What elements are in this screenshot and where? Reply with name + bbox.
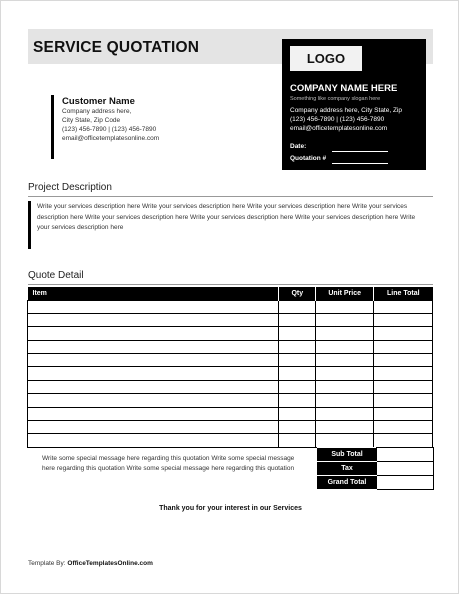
- unit-price-cell[interactable]: [316, 434, 374, 447]
- qty-column-header: Qty: [279, 287, 316, 300]
- item-column-header: Item: [28, 287, 279, 300]
- qty-cell[interactable]: [279, 327, 316, 340]
- template-credit-site[interactable]: OfficeTemplatesOnline.com: [67, 560, 153, 567]
- line-total-cell[interactable]: [374, 421, 433, 434]
- quote-row: [28, 340, 433, 353]
- project-description-rule: [28, 196, 433, 197]
- quote-row: [28, 300, 433, 313]
- quote-row: [28, 367, 433, 380]
- company-email: email@officetemplatesonline.com: [290, 125, 388, 132]
- company-address: Company address here, City State, Zip: [290, 107, 402, 114]
- item-cell[interactable]: [28, 421, 279, 434]
- template-credit-prefix: Template By:: [28, 560, 68, 567]
- grand-total-row: [318, 476, 434, 490]
- unit-price-cell[interactable]: [316, 421, 374, 434]
- line-total-cell[interactable]: [374, 354, 433, 367]
- document-title: SERVICE QUOTATION: [33, 39, 200, 56]
- totals-table: [317, 447, 434, 490]
- qty-cell[interactable]: [279, 394, 316, 407]
- project-description-text: Write your services description here Write your services description here Write your services description here Write your services description here Write your services description here Write your services description here Write your services description here Write your services description here: [37, 203, 416, 231]
- item-cell[interactable]: [28, 300, 279, 313]
- unit-price-cell[interactable]: [316, 380, 374, 393]
- qty-cell[interactable]: [279, 340, 316, 353]
- item-cell[interactable]: [28, 327, 279, 340]
- line-total-cell[interactable]: [374, 434, 433, 447]
- item-cell[interactable]: [28, 367, 279, 380]
- customer-phones: (123) 456-7890 | (123) 456-7890: [62, 126, 157, 133]
- unit-price-cell[interactable]: [316, 340, 374, 353]
- customer-address-line1: Company address here,: [62, 108, 132, 115]
- date-label: Date:: [290, 143, 307, 150]
- quotation-number-field[interactable]: [332, 163, 388, 164]
- unit-price-cell[interactable]: [316, 354, 374, 367]
- line-total-cell[interactable]: [374, 340, 433, 353]
- line-total-cell[interactable]: [374, 313, 433, 326]
- item-cell[interactable]: [28, 340, 279, 353]
- company-slogan: Something like company slogan here: [290, 96, 381, 102]
- quotation-number-label: Quotation #: [290, 155, 327, 162]
- item-cell[interactable]: [28, 407, 279, 420]
- subtotal-row: [318, 448, 434, 462]
- unit-price-cell[interactable]: [316, 300, 374, 313]
- item-cell[interactable]: [28, 354, 279, 367]
- line-total-cell[interactable]: [374, 300, 433, 313]
- quote-row: [28, 380, 433, 393]
- subtotal-label: Sub Total: [318, 448, 377, 462]
- qty-cell[interactable]: [279, 434, 316, 447]
- company-name: COMPANY NAME HERE: [290, 83, 398, 94]
- quote-header-row: [28, 287, 433, 300]
- unit-price-column-header: Unit Price: [316, 287, 374, 300]
- quote-detail-rule: [28, 284, 433, 285]
- subtotal-value[interactable]: [377, 448, 434, 462]
- quote-table: [27, 287, 433, 448]
- qty-cell[interactable]: [279, 354, 316, 367]
- company-phones: (123) 456-7890 | (123) 456-7890: [290, 116, 385, 123]
- tax-value[interactable]: [377, 462, 434, 476]
- line-total-cell[interactable]: [374, 380, 433, 393]
- line-total-cell[interactable]: [374, 367, 433, 380]
- quote-detail-heading: Quote Detail: [28, 270, 84, 281]
- quote-row: [28, 434, 433, 447]
- qty-cell[interactable]: [279, 367, 316, 380]
- quote-row: [28, 313, 433, 326]
- quote-row: [28, 407, 433, 420]
- qty-cell[interactable]: [279, 407, 316, 420]
- quote-row: [28, 394, 433, 407]
- item-cell[interactable]: [28, 313, 279, 326]
- line-total-cell[interactable]: [374, 327, 433, 340]
- unit-price-cell[interactable]: [316, 327, 374, 340]
- unit-price-cell[interactable]: [316, 367, 374, 380]
- template-credit: [28, 560, 153, 567]
- project-accent-bar: [28, 201, 31, 249]
- tax-label: Tax: [318, 462, 377, 476]
- company-info-box: [282, 39, 426, 170]
- unit-price-cell[interactable]: [316, 394, 374, 407]
- item-cell[interactable]: [28, 434, 279, 447]
- project-description-heading: Project Description: [28, 182, 112, 193]
- customer-address-line2: City State, Zip Code: [62, 117, 121, 124]
- customer-name: Customer Name: [62, 96, 135, 107]
- qty-cell[interactable]: [279, 380, 316, 393]
- date-field[interactable]: [332, 151, 388, 152]
- qty-cell[interactable]: [279, 421, 316, 434]
- item-cell[interactable]: [28, 394, 279, 407]
- customer-email: email@officetemplatesonline.com: [62, 135, 160, 142]
- line-total-column-header: Line Total: [374, 287, 433, 300]
- qty-cell[interactable]: [279, 300, 316, 313]
- tax-row: [318, 462, 434, 476]
- line-total-cell[interactable]: [374, 394, 433, 407]
- quote-row: [28, 354, 433, 367]
- logo-placeholder: LOGO: [290, 46, 362, 71]
- unit-price-cell[interactable]: [316, 313, 374, 326]
- unit-price-cell[interactable]: [316, 407, 374, 420]
- quote-row: [28, 421, 433, 434]
- grand-total-label: Grand Total: [318, 476, 377, 490]
- grand-total-value[interactable]: [377, 476, 434, 490]
- customer-accent-bar: [51, 95, 54, 159]
- thank-you-message: Thank you for your interest in our Services: [159, 505, 302, 512]
- line-total-cell[interactable]: [374, 407, 433, 420]
- qty-cell[interactable]: [279, 313, 316, 326]
- special-message: Write some special message here regarding this quotation Write some special message here regarding this quotation Write some special message here regarding this quotation: [42, 455, 295, 472]
- quote-row: [28, 327, 433, 340]
- item-cell[interactable]: [28, 380, 279, 393]
